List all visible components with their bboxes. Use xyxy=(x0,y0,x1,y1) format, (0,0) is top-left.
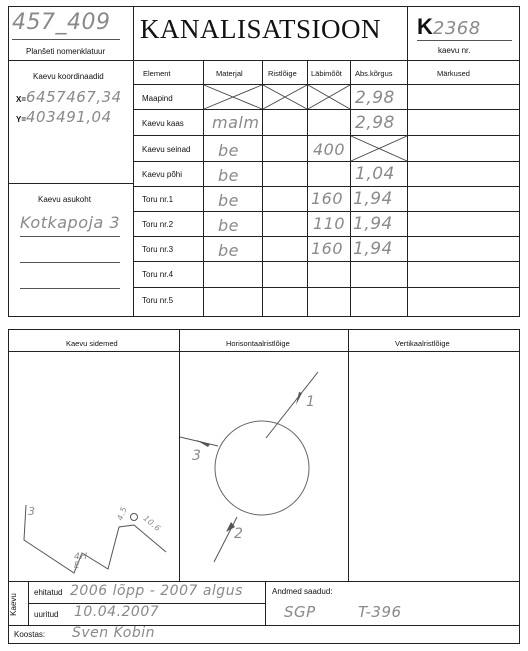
well-number-value: 2368 xyxy=(432,18,481,39)
data-from-value: SGP xyxy=(284,603,316,621)
nomenclature-label: Planšeti nomenklatuur xyxy=(26,47,106,56)
row-elevation: 1,94 xyxy=(353,239,393,259)
row-element: Toru nr.4 xyxy=(142,270,174,279)
location-label: Kaevu asukoht xyxy=(38,195,91,204)
sketch-wall-label: 4H E xyxy=(74,552,88,571)
compiled-label: Koostas: xyxy=(14,630,46,639)
coordinates-label: Kaevu koordinaadid xyxy=(33,72,104,81)
row-element: Toru nr.5 xyxy=(142,296,174,305)
sketch-col-vertical: Vertikaalristlõige xyxy=(395,339,450,348)
y-value: 403491,04 xyxy=(26,108,112,126)
row-material: be xyxy=(218,166,239,185)
well-circle xyxy=(215,421,309,515)
row-material: be xyxy=(218,216,239,235)
well-marker xyxy=(131,514,138,521)
row-element: Maapind xyxy=(142,94,173,103)
row-material: be xyxy=(218,241,239,260)
row-elevation: 2,98 xyxy=(355,88,395,108)
sketch-label-3: 3 xyxy=(28,505,36,518)
y-prefix: Y= xyxy=(16,115,27,124)
surveyed-label: uuritud xyxy=(34,610,59,619)
footer-side-label: Kaevu xyxy=(8,593,18,616)
sketch-col-horizontal: Horisontaalristlõige xyxy=(226,339,290,348)
col-header-element: Element xyxy=(143,69,171,78)
col-header-elevation: Abs.kõrgus xyxy=(355,69,393,78)
sketch-dim-1: 4.5 xyxy=(115,505,129,522)
col-header-material: Materjal xyxy=(216,69,243,78)
row-elevation: 1,04 xyxy=(355,164,395,184)
sketch-dim-2: 10.6 xyxy=(141,513,163,534)
pipe-3-arrow xyxy=(196,440,210,447)
row-element: Toru nr.1 xyxy=(142,195,174,204)
row-element: Kaevu põhi xyxy=(142,170,183,179)
pipe-3-label: 3 xyxy=(192,448,202,464)
sketch-col-links: Kaevu sidemed xyxy=(66,339,118,348)
page-title: KANALISATSIOON xyxy=(140,14,381,44)
x-prefix: X= xyxy=(16,95,27,104)
compiled-value: Sven Kobin xyxy=(72,625,156,641)
well-number-label: kaevu nr. xyxy=(438,46,471,55)
row-element: Toru nr.2 xyxy=(142,220,174,229)
row-diameter: 160 xyxy=(311,239,344,258)
row-material: be xyxy=(218,141,239,160)
surveyed-value: 10.04.2007 xyxy=(74,604,160,620)
row-material: be xyxy=(218,191,239,210)
row-elevation: 1,94 xyxy=(353,189,393,209)
row-element: Kaevu kaas xyxy=(142,119,184,128)
col-header-cross: Ristlõige xyxy=(268,69,297,78)
row-material: malm xyxy=(212,113,260,132)
pipe-2-label: 2 xyxy=(234,526,244,542)
built-label: ehitatud xyxy=(34,588,63,597)
row-elevation: 1,94 xyxy=(353,214,393,234)
col-header-diameter: Läbimõõt xyxy=(311,69,342,78)
row-element: Kaevu seinad xyxy=(142,145,191,154)
location-value: Kotkapoja 3 xyxy=(20,213,121,232)
row-elevation: 2,98 xyxy=(355,113,395,133)
well-prefix: K xyxy=(417,14,433,39)
row-diameter: 160 xyxy=(311,189,344,208)
x-value: 6457467,34 xyxy=(26,88,122,106)
row-element: Toru nr.3 xyxy=(142,245,174,254)
data-ref-value: T-396 xyxy=(358,603,402,621)
built-value: 2006 lõpp - 2007 algus xyxy=(70,583,243,599)
nomenclature-value: 457_409 xyxy=(12,10,111,35)
pipe-1-label: 1 xyxy=(306,394,316,410)
row-diameter: 110 xyxy=(313,214,346,233)
data-from-label: Andmed saadud: xyxy=(272,587,333,596)
row-diameter: 400 xyxy=(313,140,346,159)
col-header-notes: Märkused xyxy=(437,69,470,78)
